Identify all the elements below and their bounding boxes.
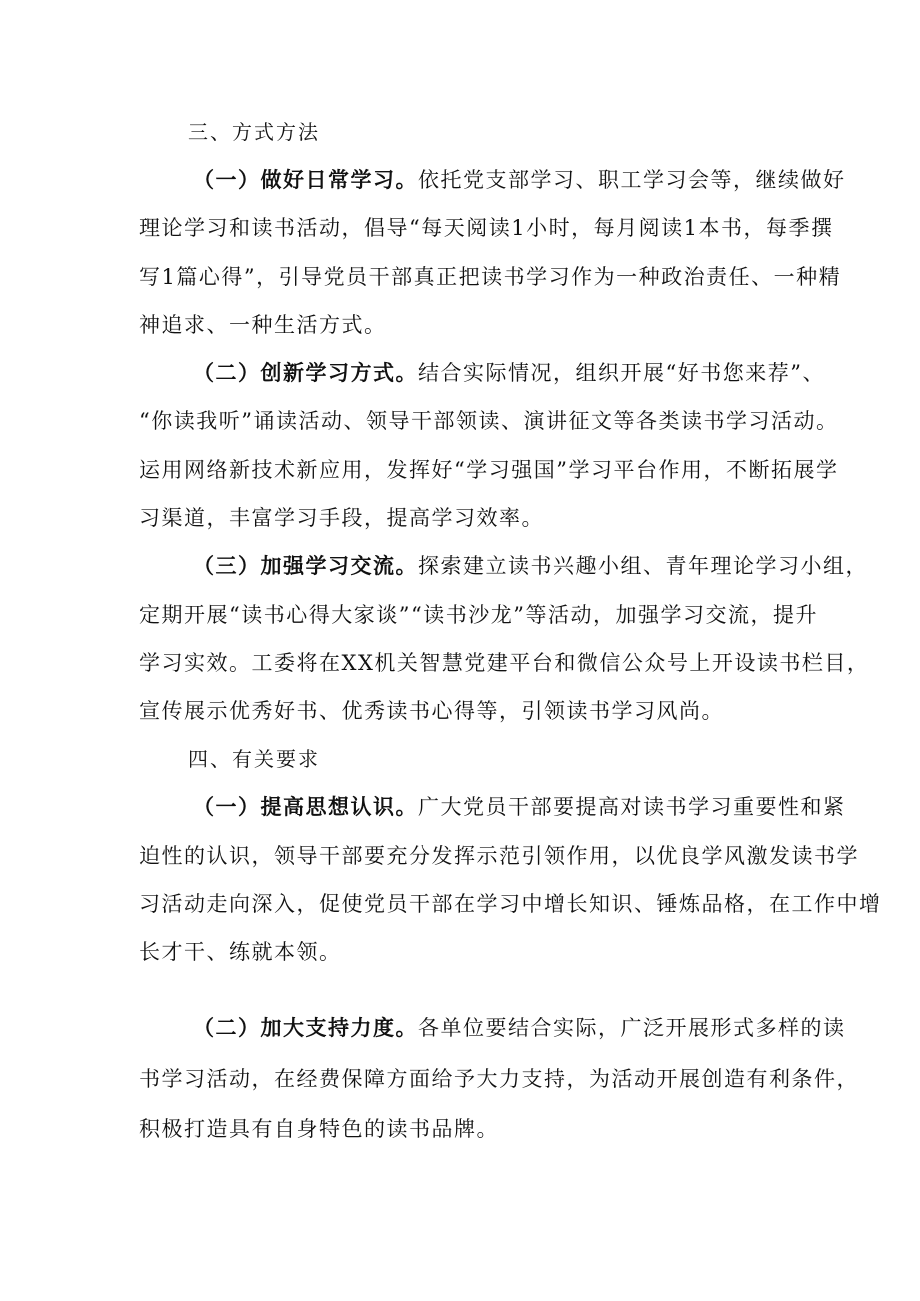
paragraph-line: 定期开展“读书心得大家谈”“读书沙龙”等活动，加强学习交流，提升 xyxy=(139,603,818,627)
paragraph-line: 迫性的认识，领导干部要充分发挥示范引领作用，以优良学风激发读书学 xyxy=(139,844,859,868)
paragraph-text: 各单位要结合实际，广泛开展形式多样的读 xyxy=(418,1016,846,1040)
paragraph-line: 习活动走向深入，促使党员干部在学习中增长知识、锤炼品格，在工作中增 xyxy=(139,892,882,916)
section-heading-requirements: 四、有关要求 xyxy=(188,747,320,771)
paragraph-text: 依托党支部学习、职工学习会等，继续做好 xyxy=(418,168,846,192)
paragraph-line: 书学习活动，在经费保障方面给予大力支持，为活动开展创造有利条件， xyxy=(139,1067,859,1091)
paragraph-line xyxy=(193,165,846,195)
paragraph-line: 宣传展示优秀好书、优秀读书心得等，引领读书学习风尚。 xyxy=(139,699,724,723)
paragraph-lead: （三）加强学习交流。 xyxy=(193,554,418,578)
paragraph-line: 写1篇心得”，引导党员干部真正把读书学习作为一种政治责任、一种精 xyxy=(139,265,842,289)
paragraph-lead: （二）加大支持力度。 xyxy=(193,1016,418,1040)
paragraph-text: 探索建立读书兴趣小组、青年理论学习小组， xyxy=(418,554,868,578)
paragraph-line: 神追求、一种生活方式。 xyxy=(139,313,387,337)
section-heading-methods: 三、方式方法 xyxy=(188,120,320,144)
paragraph-lead: （二）创新学习方式。 xyxy=(193,361,418,385)
paragraph-line xyxy=(193,551,868,581)
paragraph-line xyxy=(193,1013,846,1043)
paragraph-line: “你读我听”诵读活动、领导干部领读、演讲征文等各类读书学习活动。 xyxy=(139,409,839,433)
paragraph-line: 学习实效。工委将在XX机关智慧党建平台和微信公众号上开设读书栏目， xyxy=(139,651,870,675)
paragraph-line: 理论学习和读书活动，倡导“每天阅读1小时，每月阅读1本书，每季撰 xyxy=(139,216,834,240)
paragraph-line: 习渠道，丰富学习手段，提高学习效率。 xyxy=(139,506,544,530)
paragraph-line: 积极打造具有自身特色的读书品牌。 xyxy=(139,1117,499,1141)
paragraph-text: 广大党员干部要提高对读书学习重要性和紧 xyxy=(418,795,846,819)
paragraph-lead: （一）提高思想认识。 xyxy=(193,795,418,819)
paragraph-line xyxy=(193,358,825,388)
paragraph-line: 长才干、练就本领。 xyxy=(139,940,342,964)
paragraph-lead: （一）做好日常学习。 xyxy=(193,168,418,192)
paragraph-line: 运用网络新技术新应用，发挥好“学习强国”学习平台作用，不断拓展学 xyxy=(139,458,839,482)
paragraph-text: 结合实际情况，组织开展“好书您来荐”、 xyxy=(418,361,825,385)
paragraph-line xyxy=(193,792,846,822)
